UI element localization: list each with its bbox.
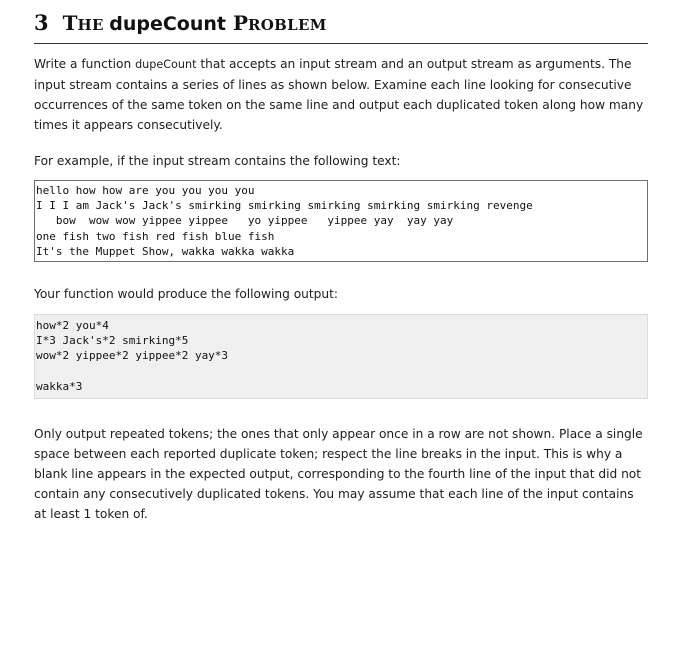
- heading-word-the-initial: T: [62, 11, 78, 35]
- heading-word-problem-rest: ROBLEM: [248, 16, 327, 34]
- intro-function-name: dupeCount: [135, 58, 197, 71]
- input-line: one fish two fish red fish blue fish: [36, 229, 275, 243]
- heading-word-the-rest: HE: [77, 16, 110, 34]
- input-code-block: [34, 180, 648, 262]
- output-line: wow*2 yippee*2 yippee*2 yay*3: [36, 349, 229, 363]
- document-page: [34, 0, 648, 524]
- section-number: 3: [34, 10, 49, 35]
- output-line-blank: [36, 364, 647, 379]
- section-heading: [34, 10, 648, 44]
- closing-paragraph: Only output repeated tokens; the ones that only appear once in a row are not shown. Place a single space between each reported duplicate token; respect the line breaks in the input. This is why a blank line appears in the expected output, corresponding to the fourth line of the input that did not contain any consecutively duplicated tokens. You may assume that each line of the input contains at least 1 token of.: [34, 426, 643, 521]
- input-line: bow wow wow yippee yippee yo yippee yippee yay yay yay: [36, 214, 454, 228]
- output-line: wakka*3: [36, 379, 83, 393]
- input-line: I I I am Jack's Jack's smirking smirking smirking smirking smirking revenge: [36, 199, 533, 213]
- output-code-block: [34, 314, 648, 399]
- intro-paragraph: [34, 54, 648, 135]
- heading-word-problem-initial: P: [226, 11, 249, 35]
- output-line: how*2 you*4: [36, 318, 109, 332]
- intro-text-after: that accepts an input stream and an output stream as arguments. The input stream contains a series of lines as shown below. Examine each line looking for consecutive occurrences of the same token on the same line and output each duplicated token along how many times it appears consecutively.: [34, 57, 644, 132]
- example-intro-paragraph: For example, if the input stream contains the following text:: [34, 154, 401, 168]
- output-intro-paragraph: Your function would produce the following output:: [34, 286, 339, 301]
- input-line: hello how how are you you you you: [36, 184, 255, 197]
- output-line: I*3 Jack's*2 smirking*5: [36, 334, 189, 348]
- input-line: It's the Muppet Show, wakka wakka wakka: [36, 244, 295, 258]
- intro-text-before: Write a function: [34, 57, 136, 71]
- heading-function-name: dupeCount: [109, 13, 226, 35]
